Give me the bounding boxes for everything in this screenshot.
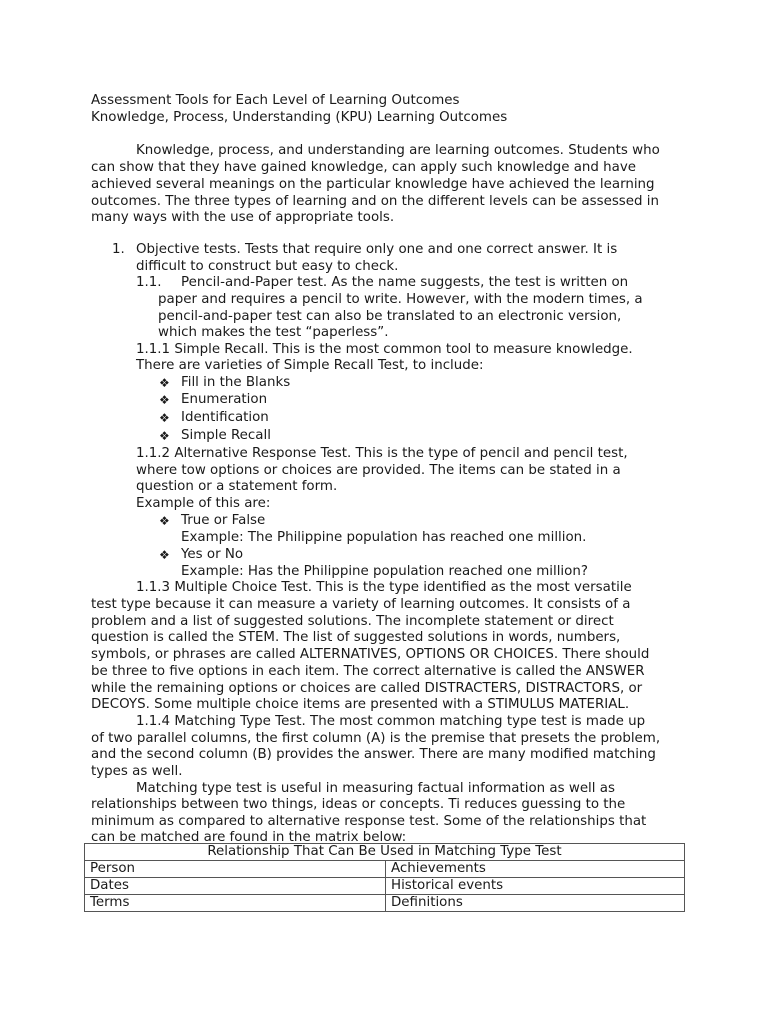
item-1-number: 1. <box>112 242 125 257</box>
multiple-choice-line-4: question is called the STEM. The list of suggested solutions in words, numbers, <box>91 630 621 645</box>
alt-example-text: Example: The Philippine population has reached one million. <box>181 530 587 545</box>
multiple-choice-line-1: 1.1.3 Multiple Choice Test. This is the type identified as the most versatile <box>136 580 632 595</box>
simple-recall-line-2: There are varieties of Simple Recall Test, to include: <box>136 358 484 373</box>
item-1-1-number: 1.1. <box>136 275 162 290</box>
intro-line-2: can show that they have gained knowledge, can apply such knowledge and have <box>91 160 637 175</box>
matching-line-1: 1.1.4 Matching Type Test. The most common matching type test is made up <box>136 714 646 729</box>
table-row <box>85 878 685 895</box>
simple-recall-line-1: 1.1.1 Simple Recall. This is the most common tool to measure knowledge. <box>136 342 633 357</box>
table-row <box>85 895 685 912</box>
alt-response-line-2: where tow options or choices are provided. The items can be stated in a <box>136 463 621 478</box>
item-1-1-line-1: Pencil-and-Paper test. As the name suggests, the test is written on <box>181 275 629 290</box>
alt-example-label: ❖ Yes or No <box>181 547 243 564</box>
table-cell: Definitions <box>386 895 685 912</box>
matching-line-3: and the second column (B) provides the answer. There are many modified matching <box>91 747 656 762</box>
matching-use-line-4: can be matched are found in the matrix below: <box>91 830 407 845</box>
alt-response-line-4: Example of this are: <box>136 496 271 511</box>
intro-line-1: Knowledge, process, and understanding are learning outcomes. Students who <box>136 143 660 158</box>
table-caption: Relationship That Can Be Used in Matching Type Test <box>85 844 685 861</box>
table-cell: Dates <box>85 878 386 895</box>
matching-use-line-2: relationships between two things, ideas or concepts. Ti reduces guessing to the <box>91 797 626 812</box>
intro-line-5: many ways with the use of appropriate tools. <box>91 210 395 225</box>
table-cell: Achievements <box>386 861 685 878</box>
matching-line-4: types as well. <box>91 764 183 779</box>
recall-type-item: ❖ Simple Recall <box>181 428 271 445</box>
recall-type-item: ❖ Enumeration <box>181 392 267 409</box>
matching-use-line-3: minimum as compared to alternative response test. Some of the relationships that <box>91 814 647 829</box>
recall-type-item: ❖ Fill in the Blanks <box>181 375 290 392</box>
matching-line-2: of two parallel columns, the first column (A) is the premise that presets the problem, <box>91 731 661 746</box>
alt-example-label: ❖ True or False <box>181 513 265 530</box>
table-cell: Terms <box>85 895 386 912</box>
recall-type-item: ❖ Identification <box>181 410 269 427</box>
matching-use-line-1: Matching type test is useful in measuring factual information as well as <box>136 781 615 796</box>
doc-title: Assessment Tools for Each Level of Learning Outcomes <box>91 93 460 108</box>
item-1-1-line-3: pencil-and-paper test can also be translated to an electronic version, <box>158 309 622 324</box>
alt-response-line-3: question or a statement form. <box>136 479 338 494</box>
table-cell: Person <box>85 861 386 878</box>
multiple-choice-line-8: DECOYS. Some multiple choice items are presented with a STIMULUS MATERIAL. <box>91 697 630 712</box>
alt-example-text: Example: Has the Philippine population reached one million? <box>181 564 588 579</box>
intro-line-4: outcomes. The three types of learning and on the different levels can be assessed in <box>91 194 659 209</box>
doc-subtitle: Knowledge, Process, Understanding (KPU) Learning Outcomes <box>91 110 508 125</box>
item-1-1-line-2: paper and requires a pencil to write. However, with the modern times, a <box>158 292 643 307</box>
table-cell: Historical events <box>386 878 685 895</box>
item-1-line-2: difficult to construct but easy to check. <box>136 259 399 274</box>
multiple-choice-line-5: symbols, or phrases are called ALTERNATIVES, OPTIONS OR CHOICES. There should <box>91 647 650 662</box>
table-row <box>85 861 685 878</box>
item-1-1-line-4: which makes the test “paperless”. <box>158 325 389 340</box>
multiple-choice-line-3: problem and a list of suggested solutions. The incomplete statement or direct <box>91 614 614 629</box>
alt-response-line-1: 1.1.2 Alternative Response Test. This is the type of pencil and pencil test, <box>136 446 628 461</box>
table-caption-row <box>85 844 685 861</box>
item-1-line-1: Objective tests. Tests that require only one and one correct answer. It is <box>136 242 618 257</box>
intro-line-3: achieved several meanings on the particular knowledge have achieved the learning <box>91 177 655 192</box>
multiple-choice-line-2: test type because it can measure a variety of learning outcomes. It consists of a <box>91 597 631 612</box>
multiple-choice-line-7: while the remaining options or choices are called DISTRACTERS, DISTRACTORS, or <box>91 681 643 696</box>
multiple-choice-line-6: be three to five options in each item. The correct alternative is called the ANSWER <box>91 664 645 679</box>
relationship-table <box>84 843 685 912</box>
